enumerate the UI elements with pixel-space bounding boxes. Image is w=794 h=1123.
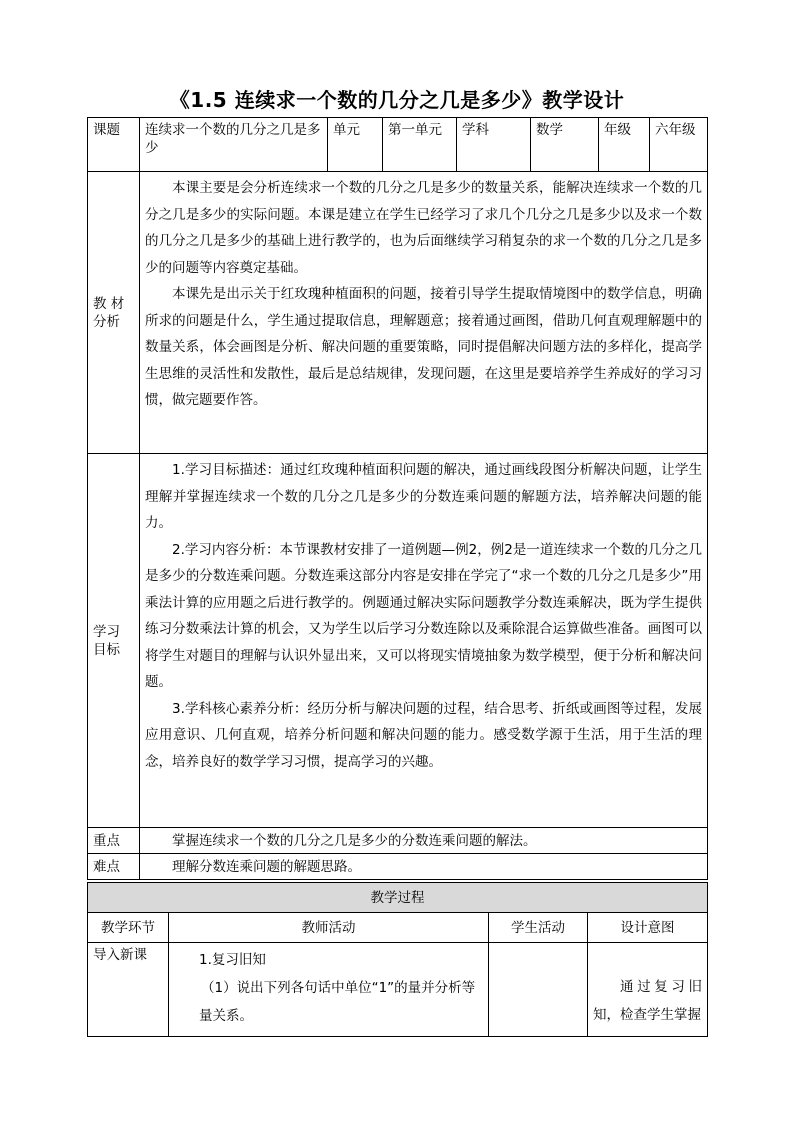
grade-label: 年级 — [599, 118, 650, 172]
objective-paragraph: 1.学习目标描述：通过红玫瑰种植面积问题的解决，通过画线段图分析解决问题，让学生理解并掌握连续求一个数的几分之几是多少的分数连乘问题的解题方法，培养解决问题的能力。 — [145, 462, 702, 531]
info-row — [88, 118, 708, 172]
key-point-text-line: 掌握连续求一个数的几分之几是多少的分数连乘问题的解法。 — [172, 832, 537, 849]
objectives-label-line1: 学习 — [93, 623, 120, 640]
objectives-label — [88, 454, 140, 828]
design-intent-text: 通过复习旧知，检查学生掌握 — [593, 979, 702, 1023]
difficulty-text-line: 理解分数连乘问题的解题思路。 — [172, 858, 361, 875]
document-title: 《1.5 连续求一个数的几分之几是多少》教学设计 — [169, 88, 625, 112]
key-point-text — [140, 828, 708, 854]
teaching-process-table — [87, 882, 708, 1037]
objective-paragraph: 2.学习内容分析：本节课教材安排了一道例题—例2，例2是一道连续求一个数的几分之几是多少的分数连乘问题。分数连乘这部分内容是安排在学完了“求一个数的几分之几是多少”用乘法计算的应用题之后进行教学的。例题通过解决实际问题教学分数连乘解决，既为学生提供练习分数乘法计算的机会，又为学生以后学习分数连除以及乘除混合运算做些准备。画图可以将学生对题目的理解与认识外显出来，又可以将现实情境抽象为数学模型，便于分析和解决问题。 — [145, 541, 702, 690]
process-header-row — [88, 883, 708, 913]
objectives-content — [140, 454, 708, 828]
analysis-paragraph: 本课主要是会分析连续求一个数的几分之几是多少的数量关系，能解决连续求一个数的几分之几是多少的实际问题。本课是建立在学生已经学习了求几个几分之几是多少以及求一个数的几分之几是多少的基础上进行教学的，也为后面继续学习稍复杂的求一个数的几分之几是多少的问题等内容奠定基础。 — [145, 180, 702, 276]
objectives-label-line2: 目标 — [93, 641, 120, 658]
grade-value: 六年级 — [650, 118, 708, 172]
difficulty-text — [140, 854, 708, 880]
col-stage-header: 教学环节 — [88, 913, 169, 943]
topic-value: 连续求一个数的几分之几是多少 — [140, 118, 328, 172]
analysis-paragraph: 本课先是出示关于红玫瑰种植面积的问题，接着引导学生提取情境图中的数学信息，明确所求的问题是什么，学生通过提取信息，理解题意；接着通过画图，借助几何直观理解题中的数量关系，体会画图是分析、解决问题的重要策略，同时提倡解决问题方法的多样化，提高学生思维的灵活性和发散性，最后是总结规律，发现问题，在这里是要培养学生养成好的学习习惯，做完题要作答。 — [145, 286, 702, 408]
teacher-activity-line: 1.复习旧知 — [199, 952, 266, 968]
col-teacher-header: 教师活动 — [169, 913, 489, 943]
key-point-row — [88, 828, 708, 854]
subject-value: 数学 — [531, 118, 599, 172]
analysis-label-line2: 分析 — [93, 313, 120, 330]
teacher-activity-line: （1）说出下列各句话中单位“1”的量并分析等量关系。 — [199, 980, 476, 1024]
topic-label: 课题 — [88, 118, 140, 172]
process-header: 教学过程 — [88, 883, 708, 913]
student-activity-cell — [489, 943, 588, 1037]
analysis-row — [88, 172, 708, 454]
process-columns-row — [88, 913, 708, 943]
col-intent-header: 设计意图 — [588, 913, 708, 943]
difficulty-label: 难点 — [88, 854, 140, 880]
design-intent-cell — [588, 943, 708, 1037]
key-point-label: 重点 — [88, 828, 140, 854]
process-row-intro — [88, 943, 708, 1037]
teacher-activity-cell — [169, 943, 489, 1037]
unit-value: 第一单元 — [383, 118, 457, 172]
difficulty-row — [88, 854, 708, 880]
analysis-label — [88, 172, 140, 454]
objectives-row — [88, 454, 708, 828]
unit-label: 单元 — [328, 118, 383, 172]
lesson-info-table — [87, 117, 708, 880]
analysis-content — [140, 172, 708, 454]
analysis-label-line1: 教 材 — [93, 295, 125, 312]
subject-label: 学科 — [457, 118, 531, 172]
objective-paragraph: 3.学科核心素养分析：经历分析与解决问题的过程，结合思考、折纸或画图等过程，发展应用意识、几何直观，培养分析问题和解决问题的能力。感受数学源于生活，用于生活的理念，培养良好的数学学习习惯，提高学习的兴趣。 — [145, 700, 702, 770]
col-student-header: 学生活动 — [489, 913, 588, 943]
stage-cell: 导入新课 — [88, 943, 169, 1037]
